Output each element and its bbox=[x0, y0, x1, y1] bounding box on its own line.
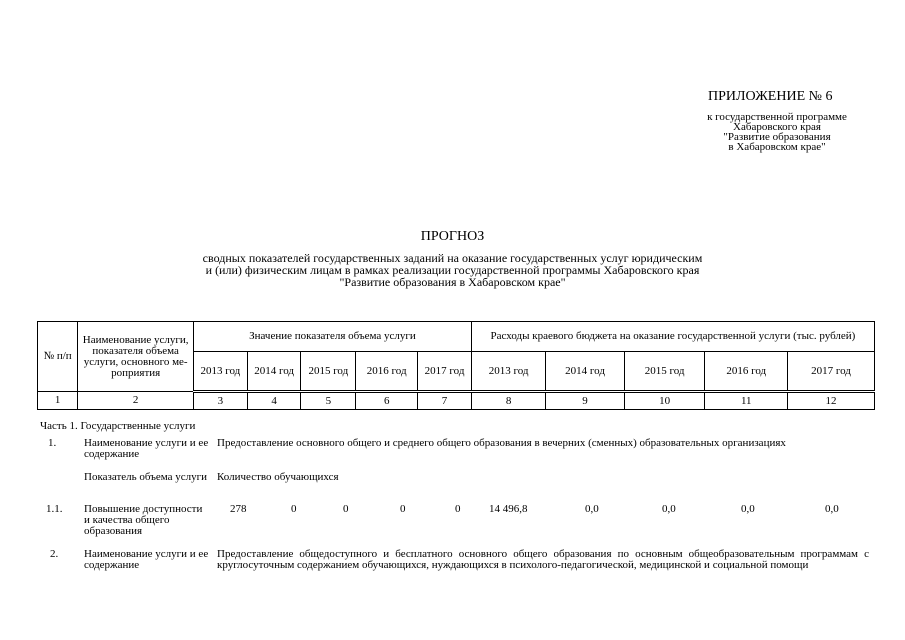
column-number: 10 bbox=[624, 392, 705, 410]
row-number: 1. bbox=[48, 437, 57, 449]
header-budget-year: 2013 год bbox=[471, 352, 545, 392]
header-volume-group: Значение показателя объема услуги bbox=[194, 322, 472, 352]
column-number: 8 bbox=[471, 392, 545, 410]
column-number: 4 bbox=[247, 392, 301, 410]
header-service-name: Наименование услуги, показателя объема услуги, основного ме-роприятия bbox=[78, 322, 194, 392]
forecast-table-header bbox=[37, 321, 875, 410]
column-number: 7 bbox=[418, 392, 472, 410]
row-label: Наименование услуги и ее содержание bbox=[84, 548, 209, 571]
appendix-line: к государственной программе bbox=[707, 111, 847, 123]
header-budget-year: 2015 год bbox=[624, 352, 705, 392]
header-volume-year: 2013 год bbox=[194, 352, 248, 392]
section-heading: Часть 1. Государственные услуги bbox=[40, 420, 196, 432]
value-cell: 0,0 bbox=[825, 503, 839, 515]
header-budget-year: 2017 год bbox=[788, 352, 875, 392]
header-volume-year: 2017 год bbox=[418, 352, 472, 392]
value-cell: 14 496,8 bbox=[489, 503, 528, 515]
header-volume-year: 2016 год bbox=[356, 352, 418, 392]
appendix-line: "Развитие образования bbox=[723, 131, 831, 143]
document-subtitle-line: "Развитие образования в Хабаровском крае" bbox=[339, 275, 566, 289]
appendix-title: ПРИЛОЖЕНИЕ № 6 bbox=[708, 89, 833, 104]
row-number: 1.1. bbox=[46, 503, 63, 515]
row-label: Повышение доступности и качества общего образования bbox=[84, 503, 203, 537]
value-cell: 0 bbox=[343, 503, 349, 515]
document-subtitle-line: и (или) физическим лицам в рамках реализации государственной программы Хабаровского края bbox=[205, 263, 700, 277]
value-cell: 0 bbox=[291, 503, 297, 515]
row-number: 2. bbox=[50, 548, 59, 560]
row-label: Показатель объема услуги bbox=[84, 471, 208, 483]
header-num: № п/п bbox=[38, 322, 78, 392]
column-number: 12 bbox=[788, 392, 875, 410]
value-cell: 0,0 bbox=[585, 503, 599, 515]
appendix-line: Хабаровского края bbox=[733, 121, 821, 133]
document-subtitle-line: сводных показателей государственных заданий на оказание государственных услуг юридическим bbox=[202, 251, 703, 265]
column-number: 1 bbox=[38, 392, 78, 410]
header-volume-year: 2015 год bbox=[301, 352, 356, 392]
header-budget-year: 2016 год bbox=[705, 352, 788, 392]
appendix-line: в Хабаровском крае" bbox=[728, 141, 826, 153]
header-budget-year: 2014 год bbox=[546, 352, 625, 392]
column-number: 3 bbox=[194, 392, 248, 410]
row-text: Предоставление основного общего и среднего общего образования в вечерних (сменных) образовательных организациях bbox=[217, 437, 786, 449]
row-text: Количество обучающихся bbox=[217, 471, 339, 483]
column-number: 2 bbox=[78, 392, 194, 410]
row-label: Наименование услуги и ее содержание bbox=[84, 437, 209, 460]
value-cell: 0 bbox=[455, 503, 461, 515]
row-text: Предоставление общедоступного и бесплатного основного общего образования по основным общеобразовательным программам с круглосуточным содержанием обучающихся, нуждающихся в психолого-педагогической, медицинской и социальной помощи bbox=[217, 548, 869, 571]
document-title: ПРОГНОЗ bbox=[420, 229, 485, 244]
value-cell: 0,0 bbox=[662, 503, 676, 515]
column-number: 5 bbox=[301, 392, 356, 410]
column-number: 6 bbox=[356, 392, 418, 410]
header-volume-year: 2014 год bbox=[247, 352, 301, 392]
column-number: 9 bbox=[546, 392, 625, 410]
header-budget-group: Расходы краевого бюджета на оказание государственной услуги (тыс. рублей) bbox=[471, 322, 874, 352]
column-number: 11 bbox=[705, 392, 788, 410]
value-cell: 0,0 bbox=[741, 503, 755, 515]
value-cell: 0 bbox=[400, 503, 406, 515]
value-cell: 278 bbox=[230, 503, 247, 515]
